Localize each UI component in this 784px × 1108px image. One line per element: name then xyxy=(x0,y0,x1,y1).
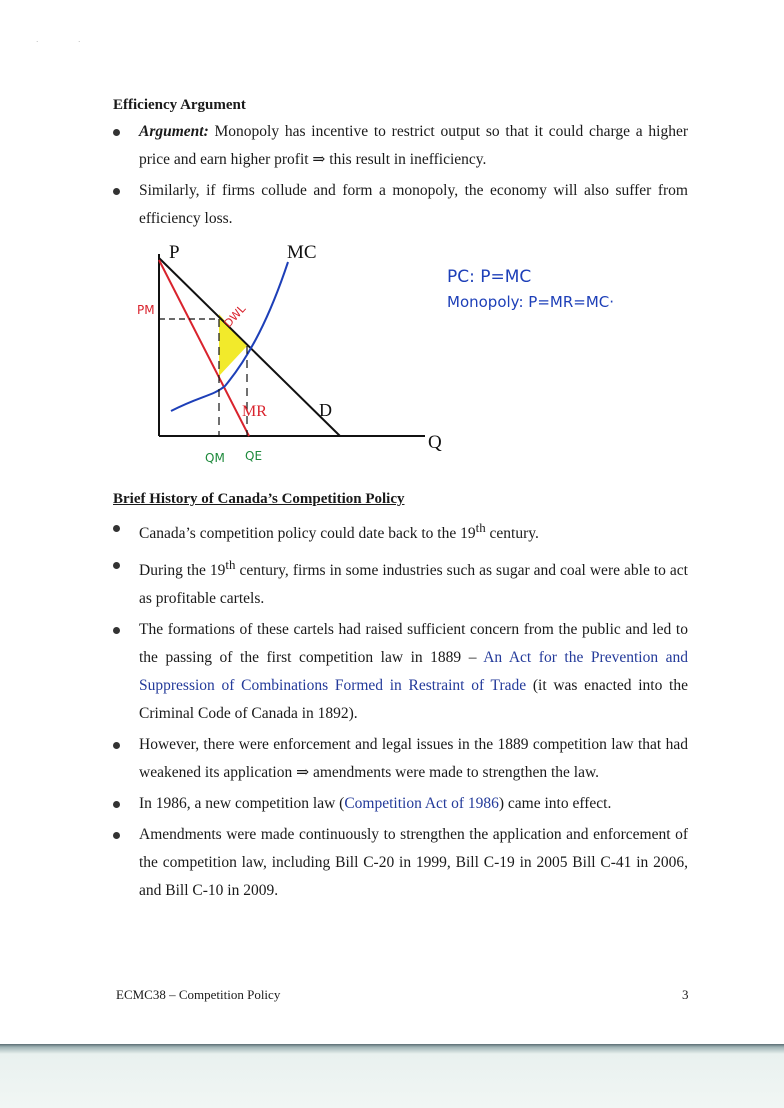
list-item xyxy=(0,731,784,787)
scan-artifact: · xyxy=(36,38,39,46)
qm-label: QM xyxy=(205,451,225,465)
list-item xyxy=(0,118,784,174)
list-item xyxy=(0,821,784,905)
list-item xyxy=(0,551,784,613)
p-axis-label: P xyxy=(169,242,180,263)
superscript: th xyxy=(225,557,236,573)
bullet-text: During the 19 xyxy=(139,562,226,580)
bullet-text: In 1986, a new competition law ( xyxy=(139,795,345,813)
bullet-text: century, firms in some industries such as sugar and coal were able to act as profitable cartels. xyxy=(139,562,688,608)
q-axis-label: Q xyxy=(428,432,442,453)
mc-label: MC xyxy=(287,242,317,263)
scan-edge xyxy=(0,1044,784,1108)
bullet-dot xyxy=(113,525,120,532)
bullet-dot xyxy=(113,832,120,839)
argument-text: Monopoly has incentive to restrict output so that it could charge a higher price and earn higher profit ⇒ this result in inefficiency. xyxy=(139,123,688,168)
pm-label: PM xyxy=(137,303,155,317)
act-1889-link: An Act for the Prevention and Suppression of Combinations Formed in Restraint of Trade xyxy=(139,649,689,695)
similarly-text: Similarly, if firms collude and form a monopoly, the economy will also suffer from efficiency loss. xyxy=(139,182,688,227)
efficiency-heading: Efficiency Argument xyxy=(113,97,246,113)
dwl-label: DWL xyxy=(221,302,249,331)
d-label: D xyxy=(319,400,332,420)
bullet-dot xyxy=(113,627,120,634)
bullet-dot xyxy=(113,742,120,749)
superscript: th xyxy=(475,520,486,535)
list-item xyxy=(0,177,784,233)
scan-artifact: · xyxy=(78,38,81,46)
note-pc: PC: P=MC xyxy=(447,267,532,287)
monopoly-graph xyxy=(125,236,685,468)
list-item xyxy=(0,790,784,818)
list-item xyxy=(0,514,784,548)
bullet-text: The formations of these cartels had raised sufficient concern from the public and led to the passing of the first competition law in 1889 – xyxy=(139,621,688,667)
page-number: 3 xyxy=(682,987,689,1002)
bullet-dot xyxy=(113,129,120,136)
mr-label: MR xyxy=(242,403,267,420)
efficiency-bullet-list xyxy=(0,118,784,233)
history-bullet-list xyxy=(0,514,784,905)
bullet-text: ) came into effect. xyxy=(498,795,612,813)
bullet-dot xyxy=(113,562,120,569)
history-heading: Brief History of Canada’s Competition Policy xyxy=(113,491,405,507)
bullet-text: (it was enacted into the Criminal Code of Canada in 1892). xyxy=(139,677,688,723)
list-item xyxy=(0,616,784,728)
note-monopoly: Monopoly: P=MR=MC· xyxy=(447,293,615,311)
bullet-text: Amendments were made continuously to strengthen the application and enforcement of the competition law, including Bill C-20 in 1999, Bill C-19 in 2005 Bill C-41 in 2006, and Bill C-10 in 2009. xyxy=(139,826,688,900)
bullet-dot xyxy=(113,188,120,195)
bullet-dot xyxy=(113,801,120,808)
bullet-text: However, there were enforcement and legal issues in the 1889 competition law that had weakened its application ⇒ amendments were made to strengthen the law. xyxy=(139,736,688,782)
footer-course: ECMC38 – Competition Policy xyxy=(116,987,281,1002)
bullet-text: century. xyxy=(485,525,539,543)
bullet-text: Canada’s competition policy could date back to the 19 xyxy=(139,525,476,543)
competition-act-1986-link: Competition Act of 1986 xyxy=(344,795,499,813)
qe-label: QE xyxy=(245,449,263,463)
argument-label: Argument: xyxy=(139,123,209,140)
